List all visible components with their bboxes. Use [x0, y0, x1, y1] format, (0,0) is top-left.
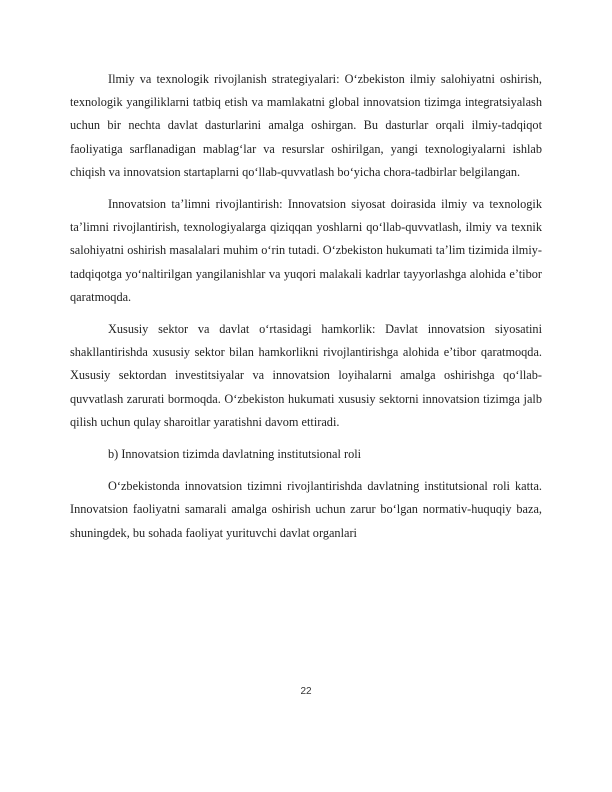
paragraph-science-strategies: Ilmiy va texnologik rivojlanish strategiyalari: O‘zbekiston ilmiy salohiyatni oshirish, texnologik yangiliklarni tatbiq etish va mamlakatni global innovatsion tizimga integratsiyalash uchun bir nechta davlat dasturlarini amalga oshirgan. Bu dasturlar orqali ilmiy-tadqiqot faoliyatiga sarflanadigan mablag‘lar va resurslar oshirilgan, yangi texnologiyalarni ishlab chiqish va innovatsion startaplarni qo‘llab-quvvatlash bo‘yicha chora-tadbirlar belgilangan.	[70, 72, 542, 179]
paragraph-private-public-partnership: Xususiy sektor va davlat o‘rtasidagi hamkorlik: Davlat innovatsion siyosatini shakllantirishda xususiy sektor bilan hamkorlikni rivojlantirishga alohida e’tibor qaratmoqda. Xususiy sektordan investitsiyalar va innovatsion loyihalarni amalga oshirishga qo‘llab-quvvatlash zarurati bormoqda. O‘zbekiston hukumati xususiy sektorni innovatsion tizimga jalb qilish uchun qulay sharoitlar yaratishni davom ettiradi.	[70, 322, 542, 429]
page-number: 22	[300, 686, 312, 697]
paragraph-innovative-education: Innovatsion ta’limni rivojlantirish: Innovatsion siyosat doirasida ilmiy va texnologik ta’limni rivojlantirish, texnologiyalarga qiziqqan yoshlarni qo‘llab-quvvatlash, ilmiy va texnik salohiyatni oshirish masalalari muhim o‘rin tutadi. O‘zbekiston hukumati ta’lim tizimida ilmiy-tadqiqotga yo‘naltirilgan yangilanishlar va yuqori malakali kadrlar tayyorlashga alohida e’tibor qaratmoqda.	[70, 197, 542, 304]
section-heading: b) Innovatsion tizimda davlatning institutsional roli	[108, 447, 362, 462]
page-content	[70, 68, 542, 554]
paragraph-institutional-role: O‘zbekistonda innovatsion tizimni rivojlantirishda davlatning institutsional roli katta. Innovatsion faoliyatni samarali amalga oshirish uchun zarur bo‘lgan normativ-huquqiy baza, shuningdek, bu sohada faoliyat yurituvchi davlat organlari	[70, 479, 542, 540]
